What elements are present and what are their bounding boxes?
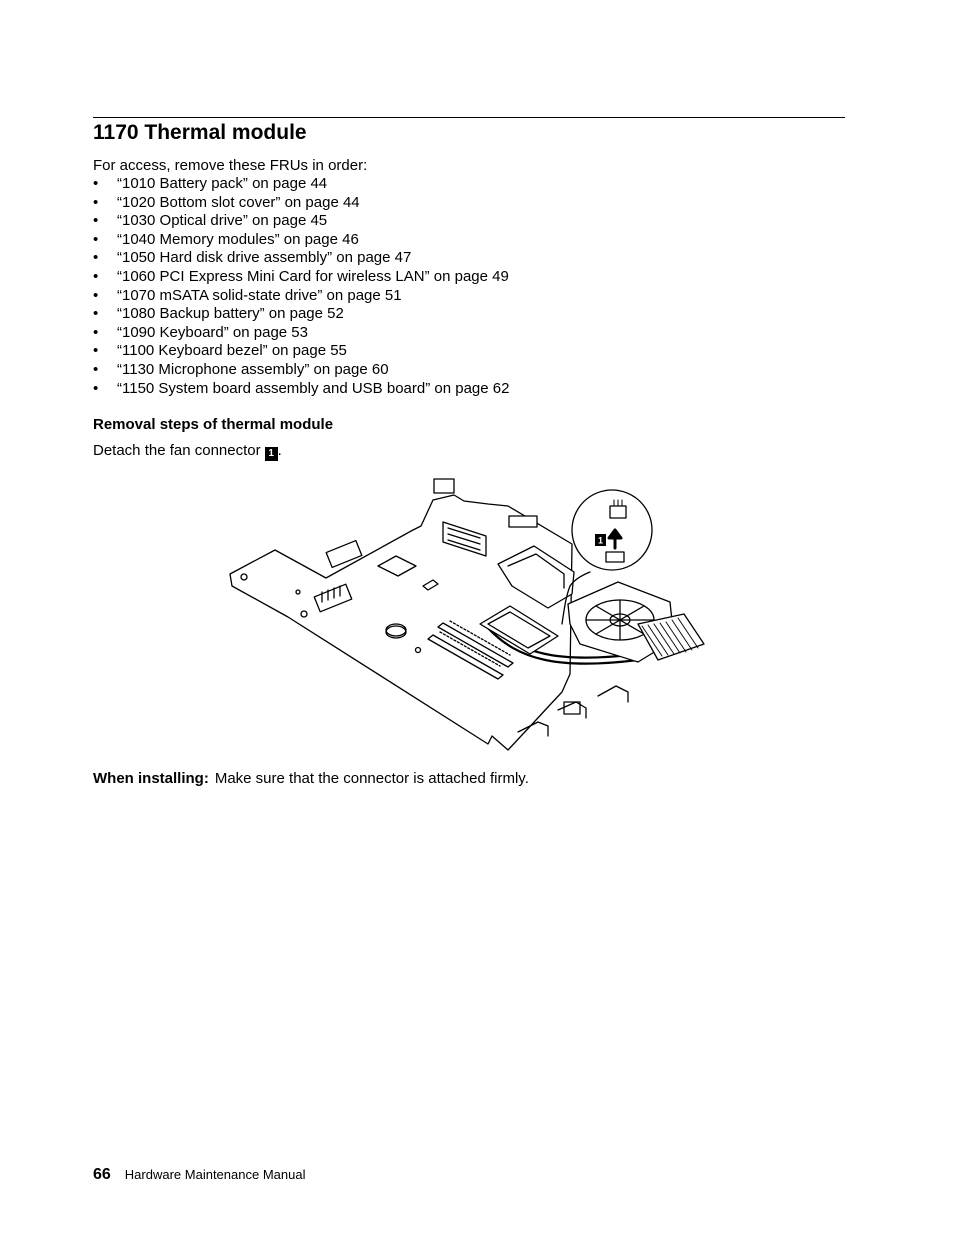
page-footer xyxy=(93,1166,305,1184)
removal-step xyxy=(93,441,282,461)
fru-link[interactable]: “1070 mSATA solid-state drive” on page 51 xyxy=(117,286,402,304)
top-connector xyxy=(434,479,454,493)
fan-plug xyxy=(610,506,626,518)
removal-heading: Removal steps of thermal module xyxy=(93,416,334,433)
bullet: • xyxy=(93,193,99,211)
fru-link[interactable]: “1080 Backup battery” on page 52 xyxy=(117,305,344,323)
install-label: When installing: xyxy=(93,770,209,787)
fan-socket xyxy=(606,552,624,562)
fru-item xyxy=(93,305,509,324)
fru-link[interactable]: “1020 Bottom slot cover” on page 44 xyxy=(117,193,360,211)
fru-item xyxy=(93,231,509,250)
fru-item xyxy=(93,287,509,306)
step-text: Detach the fan connector xyxy=(93,442,261,459)
section-title: 1170 Thermal module xyxy=(93,121,307,144)
bullet: • xyxy=(93,305,99,323)
bullet: • xyxy=(93,175,99,192)
bullet: • xyxy=(93,360,99,378)
fru-link[interactable]: “1090 Keyboard” on page 53 xyxy=(117,323,308,341)
top-connector-2 xyxy=(509,516,537,527)
step-end: . xyxy=(277,442,282,459)
step-callout: 1 xyxy=(265,447,278,461)
bullet: • xyxy=(93,286,99,304)
fru-item xyxy=(93,380,509,399)
fru-item xyxy=(93,212,509,231)
bullet: • xyxy=(93,230,99,248)
fru-link[interactable]: “1030 Optical drive” on page 45 xyxy=(117,212,328,230)
fru-item xyxy=(93,249,509,268)
bullet: • xyxy=(93,249,99,267)
bullet: • xyxy=(93,342,99,360)
figure-callout: 1 xyxy=(597,535,604,546)
fru-item xyxy=(93,361,509,380)
fru-item xyxy=(93,268,509,287)
fru-item xyxy=(93,194,509,213)
fru-link[interactable]: “1040 Memory modules” on page 46 xyxy=(117,230,359,248)
fru-link[interactable]: “1150 System board assembly and USB board” on page 62 xyxy=(117,379,510,397)
fru-item xyxy=(93,342,509,361)
access-intro: For access, remove these FRUs in order: xyxy=(93,157,368,174)
fru-link[interactable]: “1010 Battery pack” on page 44 xyxy=(117,175,328,192)
bullet: • xyxy=(93,212,99,230)
bullet: • xyxy=(93,267,99,285)
fru-item xyxy=(93,175,509,194)
fru-link[interactable]: “1060 PCI Express Mini Card for wireless LAN” on page 49 xyxy=(117,267,509,285)
fru-link[interactable]: “1130 Microphone assembly” on page 60 xyxy=(117,360,389,378)
install-note xyxy=(93,769,529,788)
page-number: 66 xyxy=(93,1166,111,1183)
manual-title: Hardware Maintenance Manual xyxy=(124,1167,306,1182)
install-text: Make sure that the connector is attached firmly. xyxy=(214,770,529,787)
section-top-rule xyxy=(93,117,845,118)
fru-item xyxy=(93,324,509,343)
fru-link[interactable]: “1100 Keyboard bezel” on page 55 xyxy=(117,342,347,360)
bullet: • xyxy=(93,323,99,341)
bullet: • xyxy=(93,379,99,397)
fru-link[interactable]: “1050 Hard disk drive assembly” on page 47 xyxy=(117,249,412,267)
system-board-illustration xyxy=(218,474,708,754)
fru-list xyxy=(93,175,509,398)
